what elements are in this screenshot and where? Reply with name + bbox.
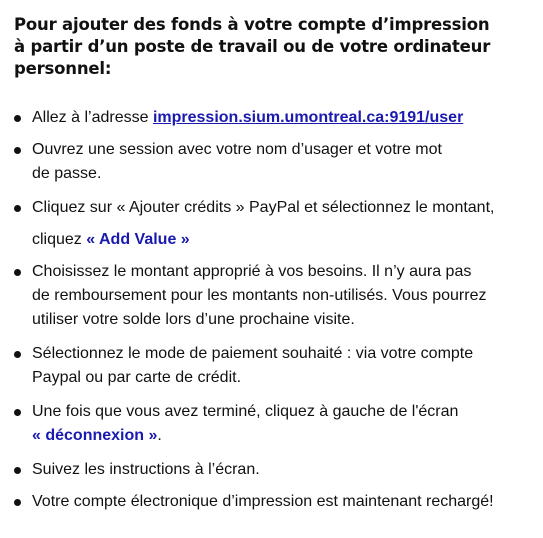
click-prefix: cliquez <box>32 231 87 248</box>
list-item <box>14 138 536 186</box>
list-item-text <box>32 400 536 448</box>
list-item-line: Sélectionnez le mode de paiement souhaité : via votre compte <box>32 345 474 362</box>
list-item <box>14 260 536 332</box>
bullet-icon <box>14 467 21 474</box>
list-item-line: Suivez les instructions à l’écran. <box>32 461 260 478</box>
list-item-text <box>32 196 536 252</box>
list-item <box>14 490 536 514</box>
list-item <box>14 196 536 252</box>
list-item <box>14 106 536 130</box>
list-item-line: utiliser votre solde lors d’une prochaine visite. <box>32 311 355 328</box>
list-item-text <box>32 458 536 482</box>
address-prefix: Allez à l’adresse <box>32 109 153 126</box>
list-item-line: Votre compte électronique d’impression est maintenant rechargé! <box>32 493 494 510</box>
heading-line: à partir d’un poste de travail ou de votre ordinateur <box>14 37 491 56</box>
list-item-line: Choisissez le montant approprié à vos besoins. Il n’y aura pas <box>32 263 472 280</box>
list-item-line: Ouvrez une session avec votre nom d’usager et votre mot <box>32 141 442 158</box>
list-item-text <box>32 342 536 390</box>
list-item-text <box>32 260 536 332</box>
page-heading <box>14 14 529 80</box>
bullet-icon <box>14 269 21 276</box>
list-item-line <box>32 424 536 448</box>
list-item-text <box>32 106 536 130</box>
bullet-icon <box>14 409 21 416</box>
add-value-action[interactable]: « Add Value » <box>86 231 190 248</box>
list-item-line <box>32 106 536 130</box>
print-portal-link[interactable]: impression.sium.umontreal.ca:9191/user <box>152 109 464 126</box>
heading-line: personnel: <box>14 59 112 78</box>
bullet-icon <box>14 147 21 154</box>
list-item-text <box>32 490 536 514</box>
logout-action[interactable]: « déconnexion » <box>32 427 158 444</box>
bullet-icon <box>14 205 21 212</box>
bullet-icon <box>14 351 21 358</box>
list-item-line: Cliquez sur « Ajouter crédits » PayPal et sélectionnez le montant, <box>32 199 495 216</box>
list-item-line: Une fois que vous avez terminé, cliquez à gauche de l'écran <box>32 403 459 420</box>
list-item <box>14 342 536 390</box>
list-item-line <box>32 228 536 252</box>
heading-line: Pour ajouter des fonds à votre compte d’impression <box>14 15 490 34</box>
bullet-icon <box>14 499 21 506</box>
action-suffix: . <box>157 427 162 444</box>
bullet-icon <box>14 115 21 122</box>
list-item-line: de remboursement pour les montants non-utilisés. Vous pourrez <box>32 287 487 304</box>
list-item <box>14 400 536 448</box>
list-item-text <box>32 138 536 186</box>
list-item-line: de passe. <box>32 165 102 182</box>
list-item-line: Paypal ou par carte de crédit. <box>32 369 242 386</box>
list-item <box>14 458 536 482</box>
